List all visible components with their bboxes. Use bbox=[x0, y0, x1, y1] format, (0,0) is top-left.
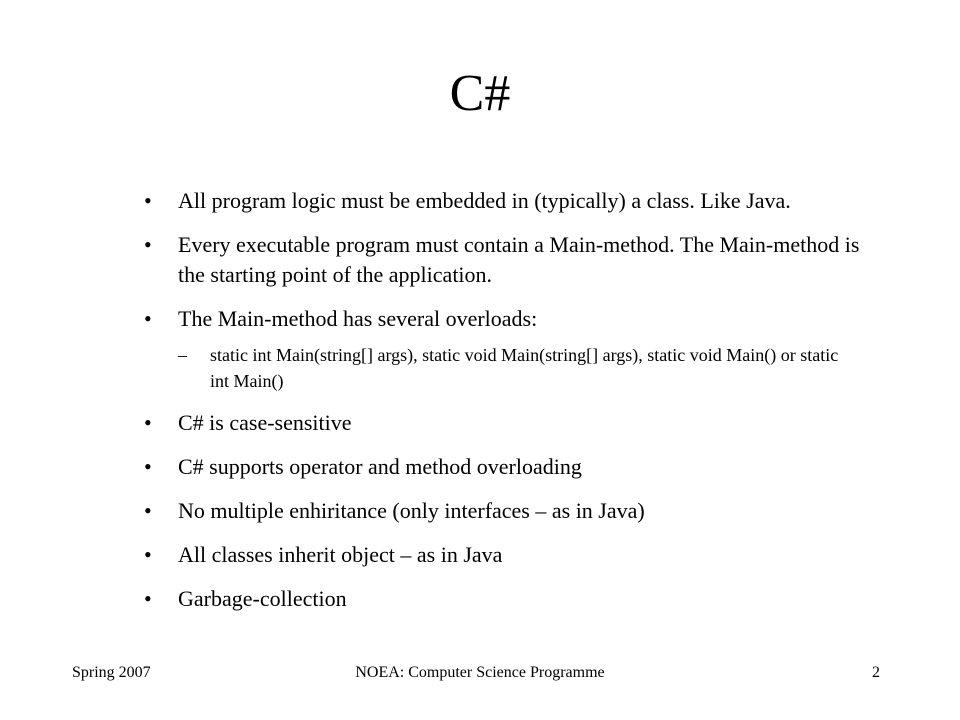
bullet-item bbox=[140, 584, 860, 614]
bullet-text: All classes inherit object – as in Java bbox=[178, 542, 503, 567]
bullet-item bbox=[140, 186, 860, 216]
sub-bullet-item bbox=[178, 342, 860, 394]
bullet-dot-icon: • bbox=[144, 498, 152, 523]
footer-course: NOEA: Computer Science Programme bbox=[355, 664, 605, 681]
bullet-dot-icon: • bbox=[144, 188, 152, 213]
slide-number: 2 bbox=[872, 664, 880, 681]
bullet-list bbox=[140, 186, 860, 628]
bullet-dot-icon: • bbox=[144, 306, 152, 331]
bullet-text: All program logic must be embedded in (typically) a class. Like Java. bbox=[178, 188, 791, 213]
sub-bullet-list bbox=[178, 342, 860, 394]
bullet-item bbox=[140, 304, 860, 394]
bullet-dot-icon: • bbox=[144, 542, 152, 567]
footer-date: Spring 2007 bbox=[72, 664, 151, 681]
bullet-item bbox=[140, 540, 860, 570]
bullet-text: C# supports operator and method overloading bbox=[178, 454, 582, 479]
bullet-item bbox=[140, 408, 860, 438]
bullet-text: Garbage-collection bbox=[178, 586, 347, 611]
bullet-item bbox=[140, 452, 860, 482]
bullet-text: The Main-method has several overloads: bbox=[178, 306, 538, 331]
bullet-dot-icon: • bbox=[144, 586, 152, 611]
dash-icon: – bbox=[178, 345, 187, 365]
slide-title: C# bbox=[449, 65, 511, 122]
bullet-dot-icon: • bbox=[144, 410, 152, 435]
bullet-dot-icon: • bbox=[144, 232, 152, 257]
bullet-text: Every executable program must contain a Main-method. The Main-method is the starting point of the application. bbox=[178, 232, 860, 287]
sub-bullet-text: static int Main(string[] args), static void Main(string[] args), static void Main() or static int Main() bbox=[210, 345, 839, 391]
bullet-item bbox=[140, 496, 860, 526]
bullet-text: C# is case-sensitive bbox=[178, 410, 352, 435]
bullet-text: No multiple enhiritance (only interfaces – as in Java) bbox=[178, 498, 645, 523]
bullet-item bbox=[140, 230, 860, 290]
bullet-dot-icon: • bbox=[144, 454, 152, 479]
